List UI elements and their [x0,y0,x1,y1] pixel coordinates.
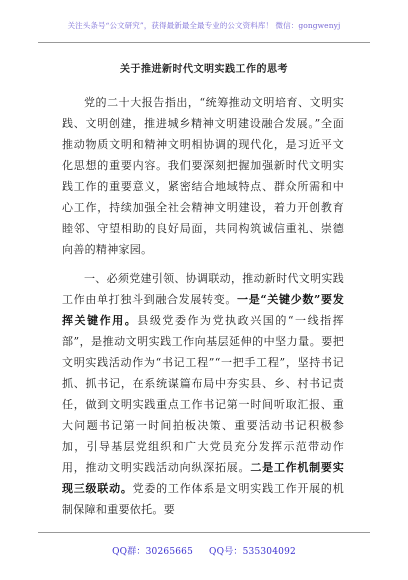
qq-number: QQ号：535304092 [209,547,296,557]
document-title: 关于推进新时代文明实践工作的思考 [120,64,288,75]
point-2-heading: 二是工作机制要实现三级联动。 [62,461,344,495]
point-1-heading: 一是“关键少数”要发挥关键作用。 [62,293,345,327]
header-divider [38,42,370,43]
point-1-body: 县级党委作为党执政兴国的“一线指挥部”，是推动文明实践工作向基层延伸的中坚力量。要把文明实践活动作为“书记工程”“一把手工程”，坚持书记抓、抓书记，在系统谋篇布局中夯实县、乡、村书记责任，做到文明实践重点工作书记第一时间听取汇报、重大问题书记第一时间拍板决策、重要活动书记积极参加，引导基层党组织和广大党员充分发挥示范带动作用，推动文明实践活动向纵深拓展。 [62,314,344,474]
qq-group: QQ群：30265665 [112,547,194,557]
contact-footer [0,544,408,557]
footer-divider [38,532,370,533]
section-1-lead: 一、必须党建引领、协调联动，推动新时代文明实践工作由单打独斗到融合发展转变。 [62,272,344,306]
point-2-body: 党委的工作体系是文明实践工作开展的机制保障和重要依托。要 [62,482,344,516]
promo-banner: 关注头条号“公文研究”，获得最新最全最专业的公文资料库！ 微信：gongwenyj [67,21,341,30]
section-1-paragraph [62,268,344,520]
document-body [62,92,344,520]
intro-paragraph: 党的二十大报告指出，“统筹推动文明培育、文明实践、文明创建，推进城乡精神文明建设融合发展。”全面推动物质文明和精神文明相协调的现代化，是习近平文化思想的重要内容。我们要深刻把握加强新时代文明实践工作的重要意义，紧密结合地域特点、群众所需和中心工作，持续加强全社会精神文明建设，着力开创教育睦邻、守望相助的良好局面，共同构筑诚信重礼、崇德向善的精神家园。 [62,96,344,256]
